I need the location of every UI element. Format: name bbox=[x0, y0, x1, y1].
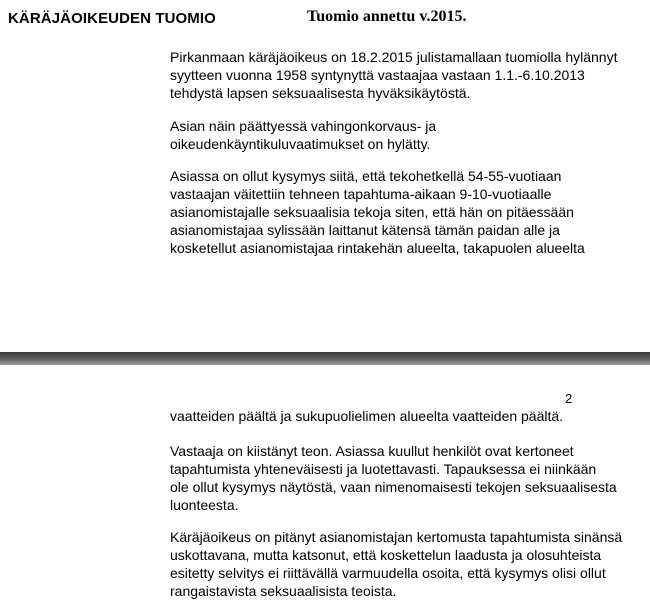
page-number: 2 bbox=[565, 391, 573, 406]
text-line: vastaajan väitettiin tehneen tapahtuma-aikaan 9-10-vuotiaalle bbox=[170, 186, 552, 202]
paragraph-continuation bbox=[170, 407, 640, 425]
text-line: uskottavana, mutta katsonut, että koskettelun laadusta ja olosuhteista bbox=[170, 547, 602, 563]
text-line: asianomistajalle seksuaalisia tekoja siten, että hän on pitäessään bbox=[170, 204, 574, 220]
text-line: oikeudenkäyntikuluvaatimukset on hylätty. bbox=[170, 136, 431, 152]
text-line: ole ollut kysymys näytöstä, vaan nimenomaisesti tekojen seksuaalisesta bbox=[170, 479, 617, 495]
text-line: kosketellut asianomistajaa rintakehän alueelta, takapuolen alueelta bbox=[170, 240, 585, 256]
text-line: syytteen vuonna 1958 syntynyttä vastaajaa vastaan 1.1.-6.10.2013 bbox=[170, 67, 585, 83]
text-line: Vastaaja on kiistänyt teon. Asiassa kuullut henkilöt ovat kertoneet bbox=[170, 443, 574, 459]
verdict-date-stamp: Tuomio annettu v.2015. bbox=[307, 8, 467, 25]
text-line: esitetty selvitys ei riittävällä varmuudella osoita, että kysymys olisi ollut bbox=[170, 565, 606, 581]
page-separator bbox=[0, 352, 650, 365]
text-line: Pirkanmaan käräjäoikeus on 18.2.2015 julistamallaan tuomiolla hylännyt bbox=[170, 49, 618, 65]
paragraph-verdict bbox=[170, 48, 640, 102]
text-line: luonteesta. bbox=[170, 497, 239, 513]
paragraph-court-reasoning bbox=[170, 528, 640, 600]
text-line: Asian näin päättyessä vahingonkorvaus- ja bbox=[170, 118, 437, 134]
text-line: Käräjäoikeus on pitänyt asianomistajan kertomusta tapahtumista sinänsä bbox=[170, 529, 623, 545]
paragraph-case-description bbox=[170, 167, 640, 257]
text-line: tehdystä lapsen seksuaalisesta hyväksikäytöstä. bbox=[170, 85, 471, 101]
document-header: KÄRÄJÄOIKEUDEN TUOMIO bbox=[8, 10, 216, 27]
paragraph-claims bbox=[170, 117, 640, 153]
text-line: rangaistavista seksuaalisista teoista. bbox=[170, 583, 397, 599]
text-line: Asiassa on ollut kysymys siitä, että tekohetkellä 54-55-vuotiaan bbox=[170, 168, 562, 184]
paragraph-denial bbox=[170, 442, 640, 514]
text-line: vaatteiden päältä ja sukupuolielimen alueelta vaatteiden päältä. bbox=[170, 408, 564, 424]
text-line: tapahtumista yhteneväisesti ja luotettavasti. Tapauksessa ei niinkään bbox=[170, 461, 597, 477]
text-line: asianomistajaa sylissään laittanut kätensä tämän paidan alle ja bbox=[170, 222, 560, 238]
